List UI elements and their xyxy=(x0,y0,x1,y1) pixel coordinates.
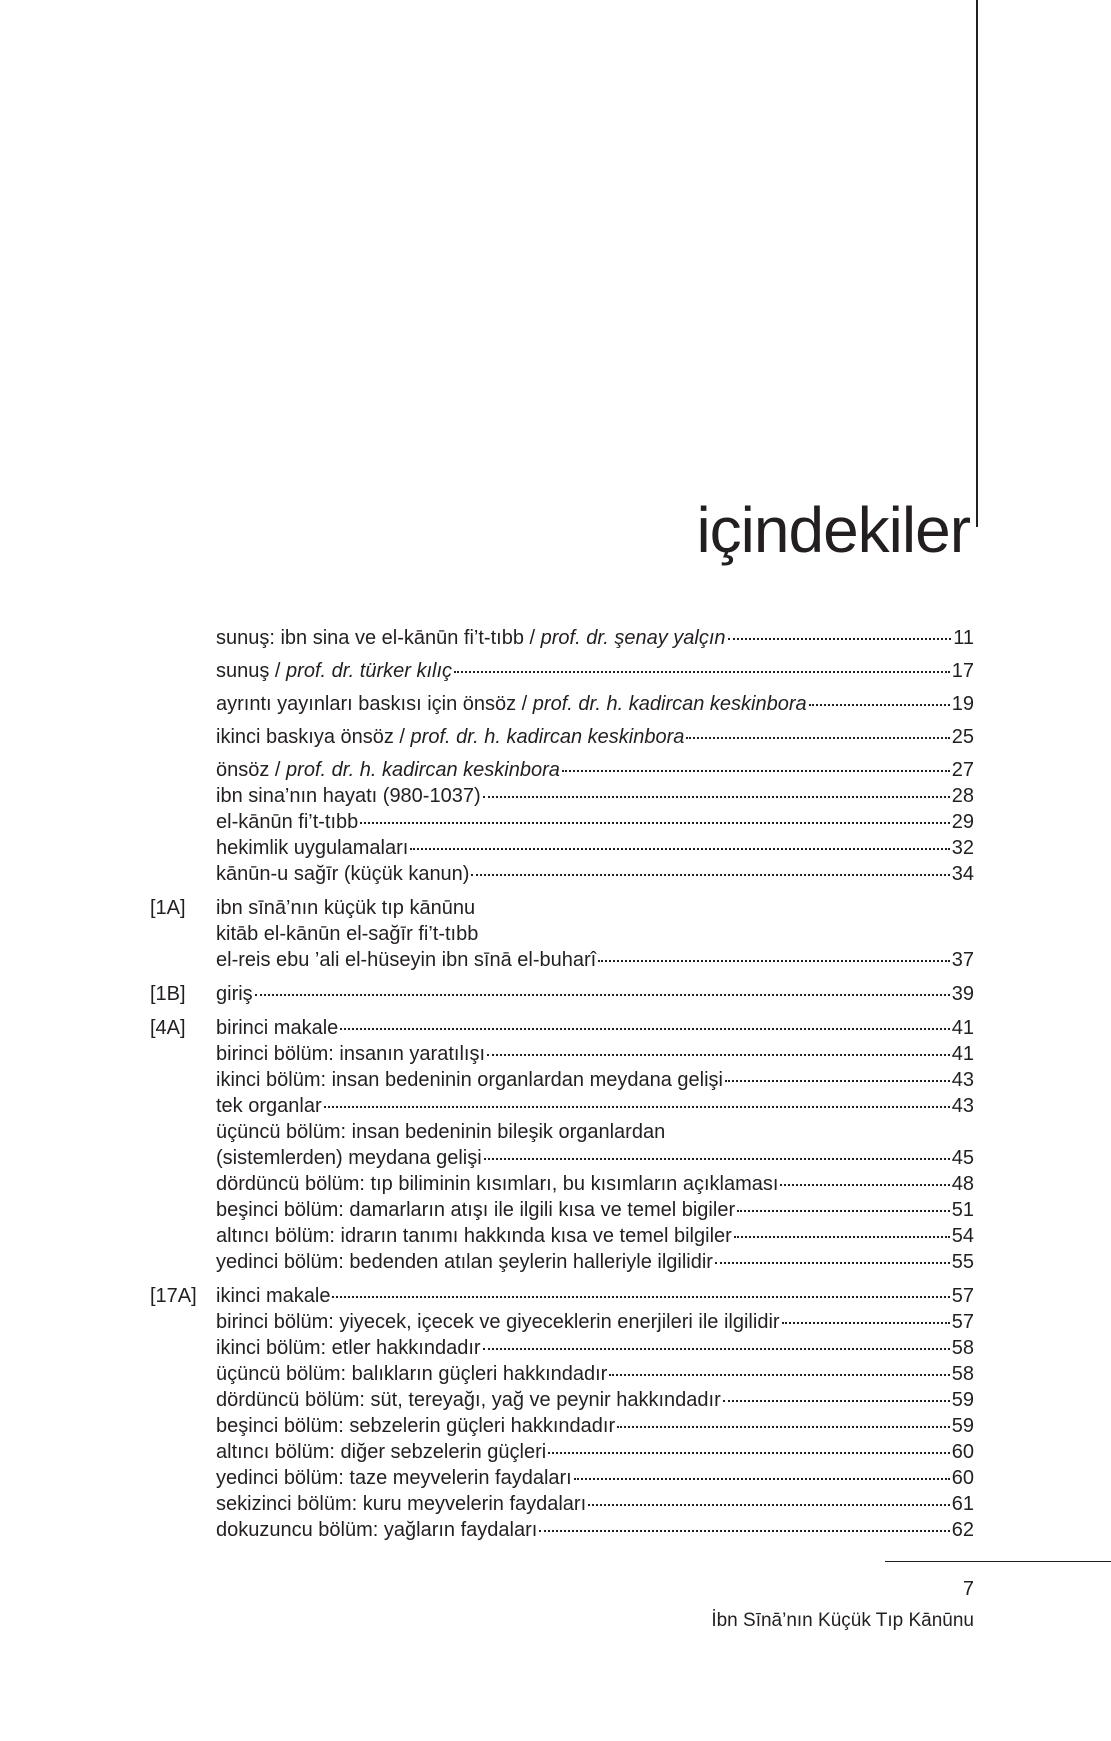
toc-entry-title xyxy=(216,1119,665,1145)
toc-entry xyxy=(150,1197,974,1223)
toc-entry-title xyxy=(216,1465,572,1491)
toc-entry-title xyxy=(216,1249,713,1275)
toc-entry-title xyxy=(216,1041,485,1067)
toc-dot-leader xyxy=(454,670,950,673)
toc-entry-title xyxy=(216,1197,735,1223)
toc-entry-title xyxy=(216,1067,723,1093)
toc-entry-text: hekimlik uygulamaları xyxy=(216,837,409,859)
toc-page-number: 58 xyxy=(951,1337,974,1359)
toc-entry xyxy=(150,1015,974,1041)
toc-entry xyxy=(150,691,974,717)
toc-dot-leader xyxy=(483,1347,950,1350)
toc-entry xyxy=(150,1249,974,1275)
toc-dot-leader xyxy=(723,1399,950,1402)
toc-dot-leader xyxy=(487,1053,950,1056)
toc-entry-text: birinci bölüm: insanın yaratılışı xyxy=(216,1043,486,1065)
toc-page-number: 62 xyxy=(951,1519,974,1541)
toc-dot-leader xyxy=(728,637,952,640)
toc-page-number: 11 xyxy=(953,627,974,649)
toc-entry xyxy=(150,1041,974,1067)
toc-entry-text: önsöz / xyxy=(216,759,287,781)
toc-entry-title xyxy=(216,757,560,783)
toc-dot-leader xyxy=(588,1503,950,1506)
toc-entry xyxy=(150,1517,974,1543)
toc-page-number: 61 xyxy=(951,1493,974,1515)
toc-dot-leader xyxy=(598,959,950,962)
toc-dot-leader xyxy=(737,1209,950,1212)
toc-entry-text: beşinci bölüm: sebzelerin güçleri hakkındadır xyxy=(216,1415,616,1437)
toc-dot-leader xyxy=(360,821,949,824)
toc-entry-title xyxy=(216,1309,780,1335)
toc-entry-title xyxy=(216,691,807,717)
toc-entry-text: altıncı bölüm: diğer sebzelerin güçleri xyxy=(216,1441,547,1463)
toc-entry xyxy=(150,981,974,1007)
toc-page-number: 27 xyxy=(951,759,974,781)
toc-entry-title xyxy=(216,1491,586,1517)
toc-entry-text: ibn sīnā’nın küçük tıp kānūnu xyxy=(216,897,476,919)
toc-page-number: 58 xyxy=(951,1363,974,1385)
toc-dot-leader xyxy=(574,1477,950,1480)
toc-entry-title xyxy=(216,895,475,921)
toc-entry-text: kitāb el-kānūn el-sağīr fi’t-tıbb xyxy=(216,923,479,945)
toc-entry-title xyxy=(216,1145,482,1171)
vertical-rule xyxy=(976,0,978,527)
toc-entry-title xyxy=(216,1439,546,1465)
toc-entry xyxy=(150,1223,974,1249)
toc-entry xyxy=(150,1145,974,1171)
toc-page-number: 41 xyxy=(951,1043,974,1065)
toc-entry-text: (sistemlerden) meydana gelişi xyxy=(216,1147,482,1169)
toc-entry-text: yedinci bölüm: taze meyvelerin faydaları xyxy=(216,1467,572,1489)
toc-entry-marker: [17A] xyxy=(150,1285,197,1307)
toc-entry-text: ikinci makale xyxy=(216,1285,331,1307)
toc-entry-text: beşinci bölüm: damarların atışı ile ilgili kısa ve temel bigiler xyxy=(216,1199,736,1221)
toc-page-number: 25 xyxy=(951,726,974,748)
toc-entry xyxy=(150,1491,974,1517)
toc-entry xyxy=(150,658,974,684)
toc-entry-title xyxy=(216,783,481,809)
toc-entry-title xyxy=(216,1517,537,1543)
toc-entry xyxy=(150,1093,974,1119)
table-of-contents xyxy=(150,618,974,1543)
toc-page-number: 54 xyxy=(951,1225,974,1247)
toc-entry-title xyxy=(216,921,478,947)
toc-entry xyxy=(150,757,974,783)
toc-page-number: 41 xyxy=(951,1017,974,1039)
toc-dot-leader xyxy=(324,1105,950,1108)
toc-page-number: 60 xyxy=(951,1467,974,1489)
toc-entry-author: prof. dr. şenay yalçın xyxy=(540,627,726,649)
toc-entry xyxy=(150,861,974,887)
toc-entry-author: prof. dr. h. kadircan keskinbora xyxy=(286,759,560,781)
toc-entry xyxy=(150,1067,974,1093)
toc-dot-leader xyxy=(471,873,949,876)
page-number: 7 xyxy=(962,1578,974,1600)
toc-entry-text: dokuzuncu bölüm: yağların faydaları xyxy=(216,1519,538,1541)
toc-dot-leader xyxy=(332,1295,949,1298)
toc-dot-leader xyxy=(484,1157,950,1160)
toc-entry xyxy=(150,1171,974,1197)
toc-entry-text: ikinci bölüm: insan bedeninin organlardan meydana gelişi xyxy=(216,1069,723,1091)
toc-page-number: 19 xyxy=(951,693,974,715)
toc-page-number: 51 xyxy=(951,1199,974,1221)
toc-entry-title xyxy=(216,835,408,861)
toc-page-number: 55 xyxy=(951,1251,974,1273)
toc-dot-leader xyxy=(609,1373,949,1376)
toc-entry-title xyxy=(216,1015,338,1041)
toc-dot-leader xyxy=(780,1183,949,1186)
toc-entry xyxy=(150,1387,974,1413)
toc-page-number: 45 xyxy=(951,1147,974,1169)
toc-entry-marker: [4A] xyxy=(150,1017,186,1039)
toc-entry xyxy=(150,947,974,973)
toc-page-number: 37 xyxy=(951,949,974,971)
toc-entry xyxy=(150,835,974,861)
toc-entry-text: altıncı bölüm: idrarın tanımı hakkında kısa ve temel bilgiler xyxy=(216,1225,732,1247)
toc-page-number: 34 xyxy=(951,863,974,885)
toc-entry-title xyxy=(216,1171,778,1197)
toc-dot-leader xyxy=(410,847,949,850)
toc-entry xyxy=(150,1465,974,1491)
toc-page-number: 57 xyxy=(951,1285,974,1307)
toc-entry-title xyxy=(216,1223,732,1249)
toc-entry-author: prof. dr. h. kadircan keskinbora xyxy=(410,726,685,748)
toc-entry-title xyxy=(216,861,469,887)
toc-page-number: 59 xyxy=(951,1415,974,1437)
toc-entry-marker: [1B] xyxy=(150,983,186,1005)
toc-page-number: 28 xyxy=(951,785,974,807)
toc-entry xyxy=(150,1413,974,1439)
toc-entry-text: tek organlar xyxy=(216,1095,322,1117)
toc-entry-text: ibn sina’nın hayatı (980-1037) xyxy=(216,785,481,807)
toc-page-number: 17 xyxy=(951,660,974,682)
toc-entry xyxy=(150,1361,974,1387)
toc-page-number: 32 xyxy=(951,837,974,859)
toc-entry-title xyxy=(216,1093,322,1119)
toc-entry xyxy=(150,625,974,651)
toc-entry-text: birinci makale xyxy=(216,1017,339,1039)
toc-entry-text: el-reis ebu ’ali el-hüseyin ibn sīnā el-buharî xyxy=(216,949,597,971)
toc-entry-author: prof. dr. h. kadircan keskinbora xyxy=(532,693,807,715)
toc-entry xyxy=(150,1335,974,1361)
toc-entry-text: üçüncü bölüm: insan bedeninin bileşik organlardan xyxy=(216,1121,666,1143)
toc-dot-leader xyxy=(734,1235,950,1238)
toc-entry-title xyxy=(216,1283,330,1309)
toc-entry-title xyxy=(216,625,726,651)
toc-entry-text: sunuş: ibn sina ve el-kānūn fi’t-tıbb / xyxy=(216,627,541,649)
toc-entry-title xyxy=(216,1361,607,1387)
toc-entry-text: ikinci baskıya önsöz / xyxy=(216,726,411,748)
toc-entry-text: yedinci bölüm: bedenden atılan şeylerin halleriyle ilgilidir xyxy=(216,1251,713,1273)
toc-entry-title xyxy=(216,1387,721,1413)
toc-entry-title xyxy=(216,1335,481,1361)
toc-dot-leader xyxy=(548,1451,950,1454)
toc-entry xyxy=(150,895,974,921)
toc-entry-text: sunuş / xyxy=(216,660,287,682)
toc-entry xyxy=(150,809,974,835)
toc-page-number: 29 xyxy=(951,811,974,833)
toc-entry-author: prof. dr. türker kılıç xyxy=(286,660,453,682)
toc-entry-title xyxy=(216,947,596,973)
toc-entry xyxy=(150,1439,974,1465)
toc-dot-leader xyxy=(725,1079,950,1082)
toc-dot-leader xyxy=(809,703,950,706)
toc-entry-text: üçüncü bölüm: balıkların güçleri hakkındadır xyxy=(216,1363,608,1385)
toc-entry-text: birinci bölüm: yiyecek, içecek ve giyeceklerin enerjileri ile ilgilidir xyxy=(216,1311,780,1333)
toc-page-number: 59 xyxy=(951,1389,974,1411)
toc-page-number: 39 xyxy=(951,983,974,1005)
toc-entry xyxy=(150,1309,974,1335)
toc-entry-title xyxy=(216,724,684,750)
toc-dot-leader xyxy=(255,993,950,996)
toc-dot-leader xyxy=(782,1321,950,1324)
toc-page-number: 48 xyxy=(951,1173,974,1195)
toc-entry xyxy=(150,921,974,947)
toc-entry-text: kānūn-u sağīr (küçük kanun) xyxy=(216,863,470,885)
toc-dot-leader xyxy=(483,795,950,798)
toc-dot-leader xyxy=(686,736,949,739)
toc-dot-leader xyxy=(539,1529,949,1532)
toc-dot-leader xyxy=(715,1261,950,1264)
toc-page-number: 57 xyxy=(951,1311,974,1333)
toc-page-number: 43 xyxy=(951,1069,974,1091)
toc-entry-text: dördüncü bölüm: süt, tereyağı, yağ ve peynir hakkındadır xyxy=(216,1389,721,1411)
toc-entry-text: dördüncü bölüm: tıp biliminin kısımları, bu kısımların açıklaması xyxy=(216,1173,779,1195)
toc-page-number: 60 xyxy=(951,1441,974,1463)
toc-entry-title xyxy=(216,1413,615,1439)
toc-entry-title xyxy=(216,981,253,1007)
toc-entry-text: sekizinci bölüm: kuru meyvelerin faydaları xyxy=(216,1493,587,1515)
toc-entry xyxy=(150,1283,974,1309)
toc-entry xyxy=(150,724,974,750)
toc-dot-leader xyxy=(562,769,950,772)
toc-entry-text: el-kānūn fi’t-tıbb xyxy=(216,811,359,833)
toc-entry xyxy=(150,783,974,809)
toc-dot-leader xyxy=(340,1027,949,1030)
toc-entry-text: ayrıntı yayınları baskısı için önsöz / xyxy=(216,693,533,715)
toc-entry-text: giriş xyxy=(216,983,253,1005)
toc-page-number: 43 xyxy=(951,1095,974,1117)
toc-entry-text: ikinci bölüm: etler hakkındadır xyxy=(216,1337,481,1359)
page-title: içindekiler xyxy=(696,493,970,566)
toc-entry-title xyxy=(216,809,358,835)
footer-rule xyxy=(885,1561,1111,1562)
running-title: İbn Sīnā’nın Küçük Tıp Kānūnu xyxy=(711,1610,974,1631)
toc-entry xyxy=(150,1119,974,1145)
toc-entry-marker: [1A] xyxy=(150,897,186,919)
toc-dot-leader xyxy=(617,1425,950,1428)
toc-entry-title xyxy=(216,658,452,684)
